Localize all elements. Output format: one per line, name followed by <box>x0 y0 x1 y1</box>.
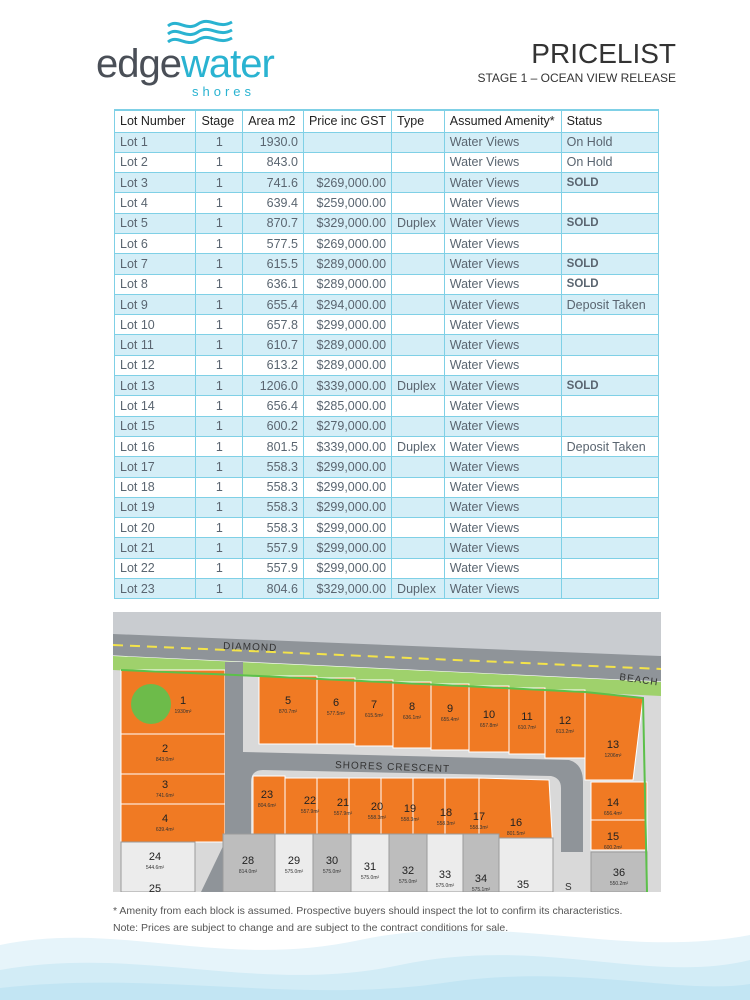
cell-type <box>392 396 445 416</box>
cell-price: $299,000.00 <box>303 538 391 558</box>
lot-number-28: 28 <box>241 855 255 867</box>
cell-status <box>561 518 658 538</box>
lot-number-19: 19 <box>403 803 417 815</box>
lot-area-23: 804.6m² <box>257 803 277 809</box>
cell-area: 613.2 <box>243 355 304 375</box>
col-header-amenity: Assumed Amenity* <box>444 110 561 132</box>
cell-area: 636.1 <box>243 274 304 294</box>
cell-area: 558.3 <box>243 477 304 497</box>
cell-status: SOLD <box>561 213 658 233</box>
cell-type <box>392 538 445 558</box>
lot-area-36: 550.2m² <box>609 881 629 887</box>
cell-status <box>561 477 658 497</box>
col-header-lot: Lot Number <box>115 110 196 132</box>
cell-area: 804.6 <box>243 579 304 599</box>
cell-type <box>392 335 445 355</box>
lot-area-8: 636.1m² <box>402 715 422 721</box>
cell-area: 558.3 <box>243 518 304 538</box>
cell-type <box>392 233 445 253</box>
page-title: PRICELIST <box>531 38 676 69</box>
table-row <box>115 213 659 233</box>
cell-status: SOLD <box>561 173 658 193</box>
tree <box>131 684 171 724</box>
cell-type <box>392 477 445 497</box>
cell-price: $329,000.00 <box>303 213 391 233</box>
lot-area-17: 558.3m² <box>469 825 489 831</box>
brand-wordmark <box>96 44 274 84</box>
cell-type <box>392 558 445 578</box>
street-shores-crescent: SHORES CRESCENT <box>334 760 451 776</box>
lot-area-34: 575.1m² <box>471 887 491 892</box>
cell-type: Duplex <box>392 579 445 599</box>
table-row <box>115 436 659 456</box>
cell-status <box>561 558 658 578</box>
brand-sub: shores <box>192 84 256 99</box>
lot-number-16: 16 <box>509 817 523 829</box>
cell-stage: 1 <box>196 254 243 274</box>
cell-area: 610.7 <box>243 335 304 355</box>
lot-number-5: 5 <box>284 695 292 707</box>
cell-amenity: Water Views <box>444 376 561 396</box>
table-row <box>115 538 659 558</box>
lot-area-4: 639.4m² <box>155 827 175 833</box>
cell-lot: Lot 18 <box>115 477 196 497</box>
footer-notes <box>113 903 622 937</box>
lot-number-14: 14 <box>606 797 620 809</box>
cell-amenity: Water Views <box>444 477 561 497</box>
col-header-price: Price inc GST <box>303 110 391 132</box>
lot-area-16: 801.5m² <box>506 831 526 837</box>
cell-lot: Lot 6 <box>115 233 196 253</box>
cell-amenity: Water Views <box>444 457 561 477</box>
table-row <box>115 558 659 578</box>
table-row <box>115 254 659 274</box>
lot-area-6: 577.5m² <box>326 711 346 717</box>
lot-area-18: 558.3m² <box>436 821 456 827</box>
cell-price: $259,000.00 <box>303 193 391 213</box>
lot-number-35: 35 <box>516 879 530 891</box>
lot-number-33: 33 <box>438 869 452 881</box>
lot-13-shape <box>585 692 643 780</box>
cell-lot: Lot 21 <box>115 538 196 558</box>
cell-type: Duplex <box>392 213 445 233</box>
lot-number-1: 1 <box>179 695 187 707</box>
page-subtitle: STAGE 1 – OCEAN VIEW RELEASE <box>477 71 676 85</box>
cell-stage: 1 <box>196 294 243 314</box>
subdivision-map-graphic <box>113 612 661 892</box>
lot-area-10: 657.8m² <box>479 723 499 729</box>
cell-area: 600.2 <box>243 416 304 436</box>
cell-area: 656.4 <box>243 396 304 416</box>
cell-status: SOLD <box>561 376 658 396</box>
cell-price: $289,000.00 <box>303 335 391 355</box>
lot-number-7: 7 <box>370 699 378 711</box>
cell-status: Deposit Taken <box>561 436 658 456</box>
lot-area-3: 741.6m² <box>155 793 175 799</box>
cell-price: $269,000.00 <box>303 233 391 253</box>
lot-number-13: 13 <box>606 739 620 751</box>
cell-lot: Lot 22 <box>115 558 196 578</box>
cell-amenity: Water Views <box>444 132 561 152</box>
cell-lot: Lot 1 <box>115 132 196 152</box>
lot-area-24: 544.6m² <box>145 865 165 871</box>
cell-stage: 1 <box>196 274 243 294</box>
table-row <box>115 335 659 355</box>
lot-4-shape <box>121 804 225 842</box>
cell-stage: 1 <box>196 132 243 152</box>
cell-price <box>303 132 391 152</box>
cell-area: 655.4 <box>243 294 304 314</box>
subdivision-map <box>113 612 661 892</box>
table-row <box>115 173 659 193</box>
cell-type: Duplex <box>392 436 445 456</box>
cell-price: $299,000.00 <box>303 457 391 477</box>
cell-price: $285,000.00 <box>303 396 391 416</box>
table-row <box>115 152 659 172</box>
table-row <box>115 355 659 375</box>
lot-number-2: 2 <box>161 743 169 755</box>
lot-number-9: 9 <box>446 703 454 715</box>
lot-number-36: 36 <box>612 867 626 879</box>
cell-type <box>392 193 445 213</box>
lot-area-5: 870.7m² <box>278 709 298 715</box>
cell-price <box>303 152 391 172</box>
cell-amenity: Water Views <box>444 558 561 578</box>
cell-type <box>392 355 445 375</box>
cell-area: 615.5 <box>243 254 304 274</box>
cell-stage: 1 <box>196 233 243 253</box>
cell-stage: 1 <box>196 497 243 517</box>
cell-stage: 1 <box>196 579 243 599</box>
cell-lot: Lot 8 <box>115 274 196 294</box>
cell-amenity: Water Views <box>444 294 561 314</box>
cell-lot: Lot 19 <box>115 497 196 517</box>
lot-area-31: 575.0m² <box>360 875 380 881</box>
cell-amenity: Water Views <box>444 416 561 436</box>
lot-area-13: 1206m² <box>604 753 622 759</box>
cell-stage: 1 <box>196 416 243 436</box>
cell-type <box>392 457 445 477</box>
street-diamond: DIAMOND <box>222 641 278 654</box>
table-row <box>115 294 659 314</box>
cell-lot: Lot 2 <box>115 152 196 172</box>
lot-area-33: 575.0m² <box>435 883 455 889</box>
cell-stage: 1 <box>196 396 243 416</box>
lot-area-2: 843.0m² <box>155 757 175 763</box>
cell-area: 557.9 <box>243 538 304 558</box>
footnote-prices: Note: Prices are subject to change and are subject to the contract conditions for sale. <box>113 922 509 934</box>
lot-number-22: 22 <box>303 795 317 807</box>
cell-status: SOLD <box>561 274 658 294</box>
cell-area: 741.6 <box>243 173 304 193</box>
cell-area: 577.5 <box>243 233 304 253</box>
cell-lot: Lot 13 <box>115 376 196 396</box>
lot-number-12: 12 <box>558 715 572 727</box>
lot-number-21: 21 <box>336 797 350 809</box>
cell-area: 843.0 <box>243 152 304 172</box>
cell-status: SOLD <box>561 254 658 274</box>
brand-logo <box>96 18 316 98</box>
cell-area: 557.9 <box>243 558 304 578</box>
cell-stage: 1 <box>196 335 243 355</box>
table-row <box>115 193 659 213</box>
cell-type <box>392 416 445 436</box>
table-row <box>115 132 659 152</box>
cell-status: On Hold <box>561 132 658 152</box>
brand-word-b: water <box>180 42 274 86</box>
waves-icon <box>166 18 236 44</box>
table-row <box>115 518 659 538</box>
cell-price: $289,000.00 <box>303 254 391 274</box>
cell-lot: Lot 7 <box>115 254 196 274</box>
cell-amenity: Water Views <box>444 254 561 274</box>
lot-number-8: 8 <box>408 701 416 713</box>
cell-lot: Lot 5 <box>115 213 196 233</box>
brand-word-a: edge <box>96 42 181 86</box>
cell-price: $329,000.00 <box>303 579 391 599</box>
table-row <box>115 457 659 477</box>
lot-area-15: 600.2m² <box>603 845 623 851</box>
cell-lot: Lot 23 <box>115 579 196 599</box>
cell-stage: 1 <box>196 518 243 538</box>
cell-area: 801.5 <box>243 436 304 456</box>
lot-area-21: 557.9m² <box>333 811 353 817</box>
cell-amenity: Water Views <box>444 538 561 558</box>
lot-number-30: 30 <box>325 855 339 867</box>
table-header-row <box>115 110 659 132</box>
cell-type <box>392 294 445 314</box>
cell-status: Deposit Taken <box>561 294 658 314</box>
cell-stage: 1 <box>196 173 243 193</box>
cell-status <box>561 497 658 517</box>
lot-2-shape <box>121 734 225 774</box>
cell-lot: Lot 14 <box>115 396 196 416</box>
col-header-type: Type <box>392 110 445 132</box>
cell-stage: 1 <box>196 477 243 497</box>
cell-area: 1930.0 <box>243 132 304 152</box>
lot-number-4: 4 <box>161 813 169 825</box>
lot-area-22: 557.9m² <box>300 809 320 815</box>
cell-amenity: Water Views <box>444 152 561 172</box>
cell-type <box>392 173 445 193</box>
lot-number-29: 29 <box>287 855 301 867</box>
cell-type <box>392 274 445 294</box>
cell-lot: Lot 20 <box>115 518 196 538</box>
cell-price: $269,000.00 <box>303 173 391 193</box>
lot-number-23: 23 <box>260 789 274 801</box>
cell-amenity: Water Views <box>444 274 561 294</box>
cell-stage: 1 <box>196 538 243 558</box>
cell-price: $289,000.00 <box>303 274 391 294</box>
cell-type <box>392 132 445 152</box>
cell-type: Duplex <box>392 376 445 396</box>
lot-area-1: 1930m² <box>174 709 192 715</box>
cell-price: $339,000.00 <box>303 436 391 456</box>
cell-amenity: Water Views <box>444 213 561 233</box>
cell-amenity: Water Views <box>444 436 561 456</box>
lot-number-25: 25 <box>148 883 162 892</box>
cell-status <box>561 233 658 253</box>
lot-number-10: 10 <box>482 709 496 721</box>
cell-stage: 1 <box>196 315 243 335</box>
cell-status <box>561 416 658 436</box>
cell-price: $289,000.00 <box>303 355 391 375</box>
cell-amenity: Water Views <box>444 497 561 517</box>
lot-area-20: 558.3m² <box>367 815 387 821</box>
lot-number-31: 31 <box>363 861 377 873</box>
cell-lot: Lot 3 <box>115 173 196 193</box>
cell-area: 657.8 <box>243 315 304 335</box>
price-table <box>114 109 659 599</box>
lot-number-17: 17 <box>472 811 486 823</box>
table-row <box>115 579 659 599</box>
table-row <box>115 274 659 294</box>
lot-number-20: 20 <box>370 801 384 813</box>
cell-status <box>561 193 658 213</box>
footnote-amenity: * Amenity from each block is assumed. Prospective buyers should inspect the lot to confirm its characteristics. <box>113 905 623 917</box>
price-table-body <box>115 132 659 599</box>
lot-number-34: 34 <box>474 873 488 885</box>
lot-area-9: 655.4m² <box>440 717 460 723</box>
cell-price: $299,000.00 <box>303 315 391 335</box>
lot-area-11: 610.7m² <box>517 725 537 731</box>
cell-type <box>392 254 445 274</box>
cell-price: $279,000.00 <box>303 416 391 436</box>
lot-area-30: 575.0m² <box>322 869 342 875</box>
cell-lot: Lot 9 <box>115 294 196 314</box>
table-row <box>115 396 659 416</box>
cell-status <box>561 538 658 558</box>
col-header-area: Area m2 <box>243 110 304 132</box>
lot-number-11: 11 <box>521 711 533 723</box>
lot-area-7: 615.5m² <box>364 713 384 719</box>
cell-lot: Lot 4 <box>115 193 196 213</box>
lot-number-24: 24 <box>148 851 162 863</box>
cell-lot: Lot 11 <box>115 335 196 355</box>
cell-amenity: Water Views <box>444 396 561 416</box>
cell-price: $294,000.00 <box>303 294 391 314</box>
cell-type <box>392 315 445 335</box>
table-row <box>115 376 659 396</box>
cell-amenity: Water Views <box>444 173 561 193</box>
cell-price: $299,000.00 <box>303 518 391 538</box>
table-row <box>115 416 659 436</box>
cell-price: $339,000.00 <box>303 376 391 396</box>
lot-area-12: 613.2m² <box>555 729 575 735</box>
cell-stage: 1 <box>196 213 243 233</box>
cell-price: $299,000.00 <box>303 497 391 517</box>
cell-area: 558.3 <box>243 457 304 477</box>
cell-lot: Lot 17 <box>115 457 196 477</box>
cell-amenity: Water Views <box>444 335 561 355</box>
cell-stage: 1 <box>196 436 243 456</box>
lot-area-19: 558.3m² <box>400 817 420 823</box>
cell-area: 558.3 <box>243 497 304 517</box>
cell-stage: 1 <box>196 193 243 213</box>
cell-type <box>392 497 445 517</box>
table-row <box>115 497 659 517</box>
cell-amenity: Water Views <box>444 193 561 213</box>
col-header-stage: Stage <box>196 110 243 132</box>
lot-number-3: 3 <box>161 779 169 791</box>
cell-stage: 1 <box>196 457 243 477</box>
cell-stage: 1 <box>196 355 243 375</box>
cell-status <box>561 457 658 477</box>
cell-area: 639.4 <box>243 193 304 213</box>
cell-amenity: Water Views <box>444 579 561 599</box>
cell-stage: 1 <box>196 152 243 172</box>
lot-number-18: 18 <box>439 807 453 819</box>
cell-area: 870.7 <box>243 213 304 233</box>
table-row <box>115 477 659 497</box>
col-header-status: Status <box>561 110 658 132</box>
cell-amenity: Water Views <box>444 518 561 538</box>
cell-lot: Lot 15 <box>115 416 196 436</box>
cell-area: 1206.0 <box>243 376 304 396</box>
cell-stage: 1 <box>196 558 243 578</box>
cell-price: $299,000.00 <box>303 558 391 578</box>
cell-status: On Hold <box>561 152 658 172</box>
street-beach: BEACH <box>618 672 660 689</box>
cell-type <box>392 518 445 538</box>
lot-area-29: 575.0m² <box>284 869 304 875</box>
cell-amenity: Water Views <box>444 233 561 253</box>
cell-amenity: Water Views <box>444 355 561 375</box>
cell-lot: Lot 16 <box>115 436 196 456</box>
cell-amenity: Water Views <box>444 315 561 335</box>
table-row <box>115 315 659 335</box>
cell-status <box>561 355 658 375</box>
cell-lot: Lot 12 <box>115 355 196 375</box>
cell-status <box>561 335 658 355</box>
table-row <box>115 233 659 253</box>
cell-type <box>392 152 445 172</box>
lot-number-15: 15 <box>606 831 620 843</box>
lot-area-28: 814.0m² <box>238 869 258 875</box>
cell-status <box>561 579 658 599</box>
lot-3-shape <box>121 774 225 804</box>
cell-price: $299,000.00 <box>303 477 391 497</box>
lot-number-6: 6 <box>332 697 340 709</box>
lot-area-14: 656.4m² <box>603 811 623 817</box>
cell-status <box>561 315 658 335</box>
lot-number-32: 32 <box>401 865 415 877</box>
cell-lot: Lot 10 <box>115 315 196 335</box>
lot-area-32: 575.0m² <box>398 879 418 885</box>
cell-status <box>561 396 658 416</box>
cell-stage: 1 <box>196 376 243 396</box>
street-s: S <box>565 882 573 892</box>
